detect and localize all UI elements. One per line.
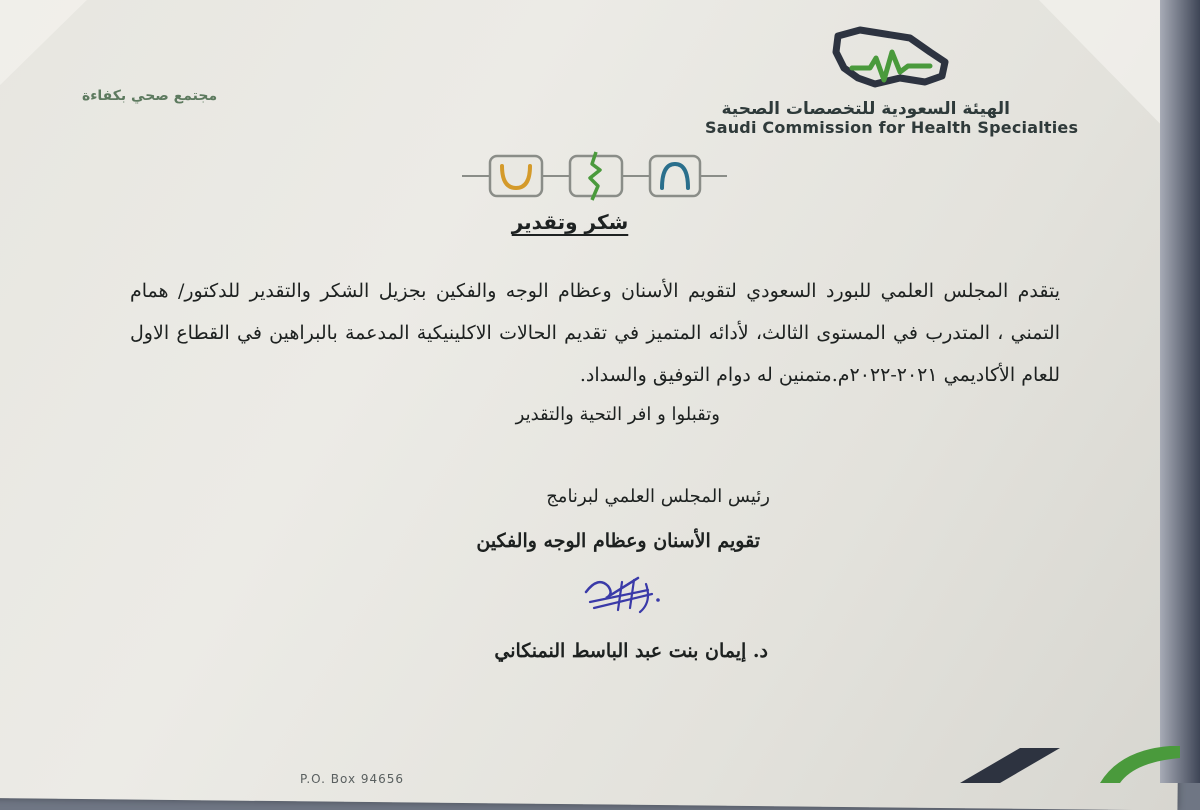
footer-band-decoration bbox=[930, 740, 1180, 783]
certificate-body: يتقدم المجلس العلمي للبورد السعودي لتقويم الأسنان وعظام الوجه والفكين بجزيل الشكر والتقدير للدكتور/ همام التمني ، المتدرب في المستوى الثالث، لأدائه المتميز في تقديم الحالات الاكلينيكية المدعمة بالبراهين في القطاع الاول للعام الأكاديمي ٢٠٢١-٢٠٢٢م.متمنين له دوام التوفيق والسداد. bbox=[130, 280, 1060, 386]
org-name-arabic: الهيئة السعودية للتخصصات الصحية bbox=[721, 99, 1010, 119]
signatory-title-line2: تقويم الأسنان وعظام الوجه والفكين bbox=[476, 530, 760, 552]
orthodontic-emblem-icon bbox=[462, 148, 727, 204]
footer-address: P.O. Box 94656 bbox=[300, 772, 405, 786]
org-name-english: Saudi Commission for Health Specialties bbox=[705, 118, 1079, 137]
frame-edge bbox=[1160, 0, 1200, 783]
motto-text: مجتمع صحي بكفاءة bbox=[82, 88, 218, 104]
schs-logo-icon bbox=[830, 22, 955, 102]
handwritten-signature bbox=[578, 572, 668, 616]
signatory-title-line1: رئيس المجلس العلمي لبرنامج bbox=[546, 486, 770, 507]
closing-line: وتقبلوا و افر التحية والتقدير bbox=[515, 404, 720, 425]
signer-name: د. إيمان بنت عبد الباسط النمنكاني bbox=[494, 640, 768, 662]
certificate-title: شكر وتقدير bbox=[511, 210, 629, 234]
paper-corner-fold-left bbox=[0, 0, 100, 97]
